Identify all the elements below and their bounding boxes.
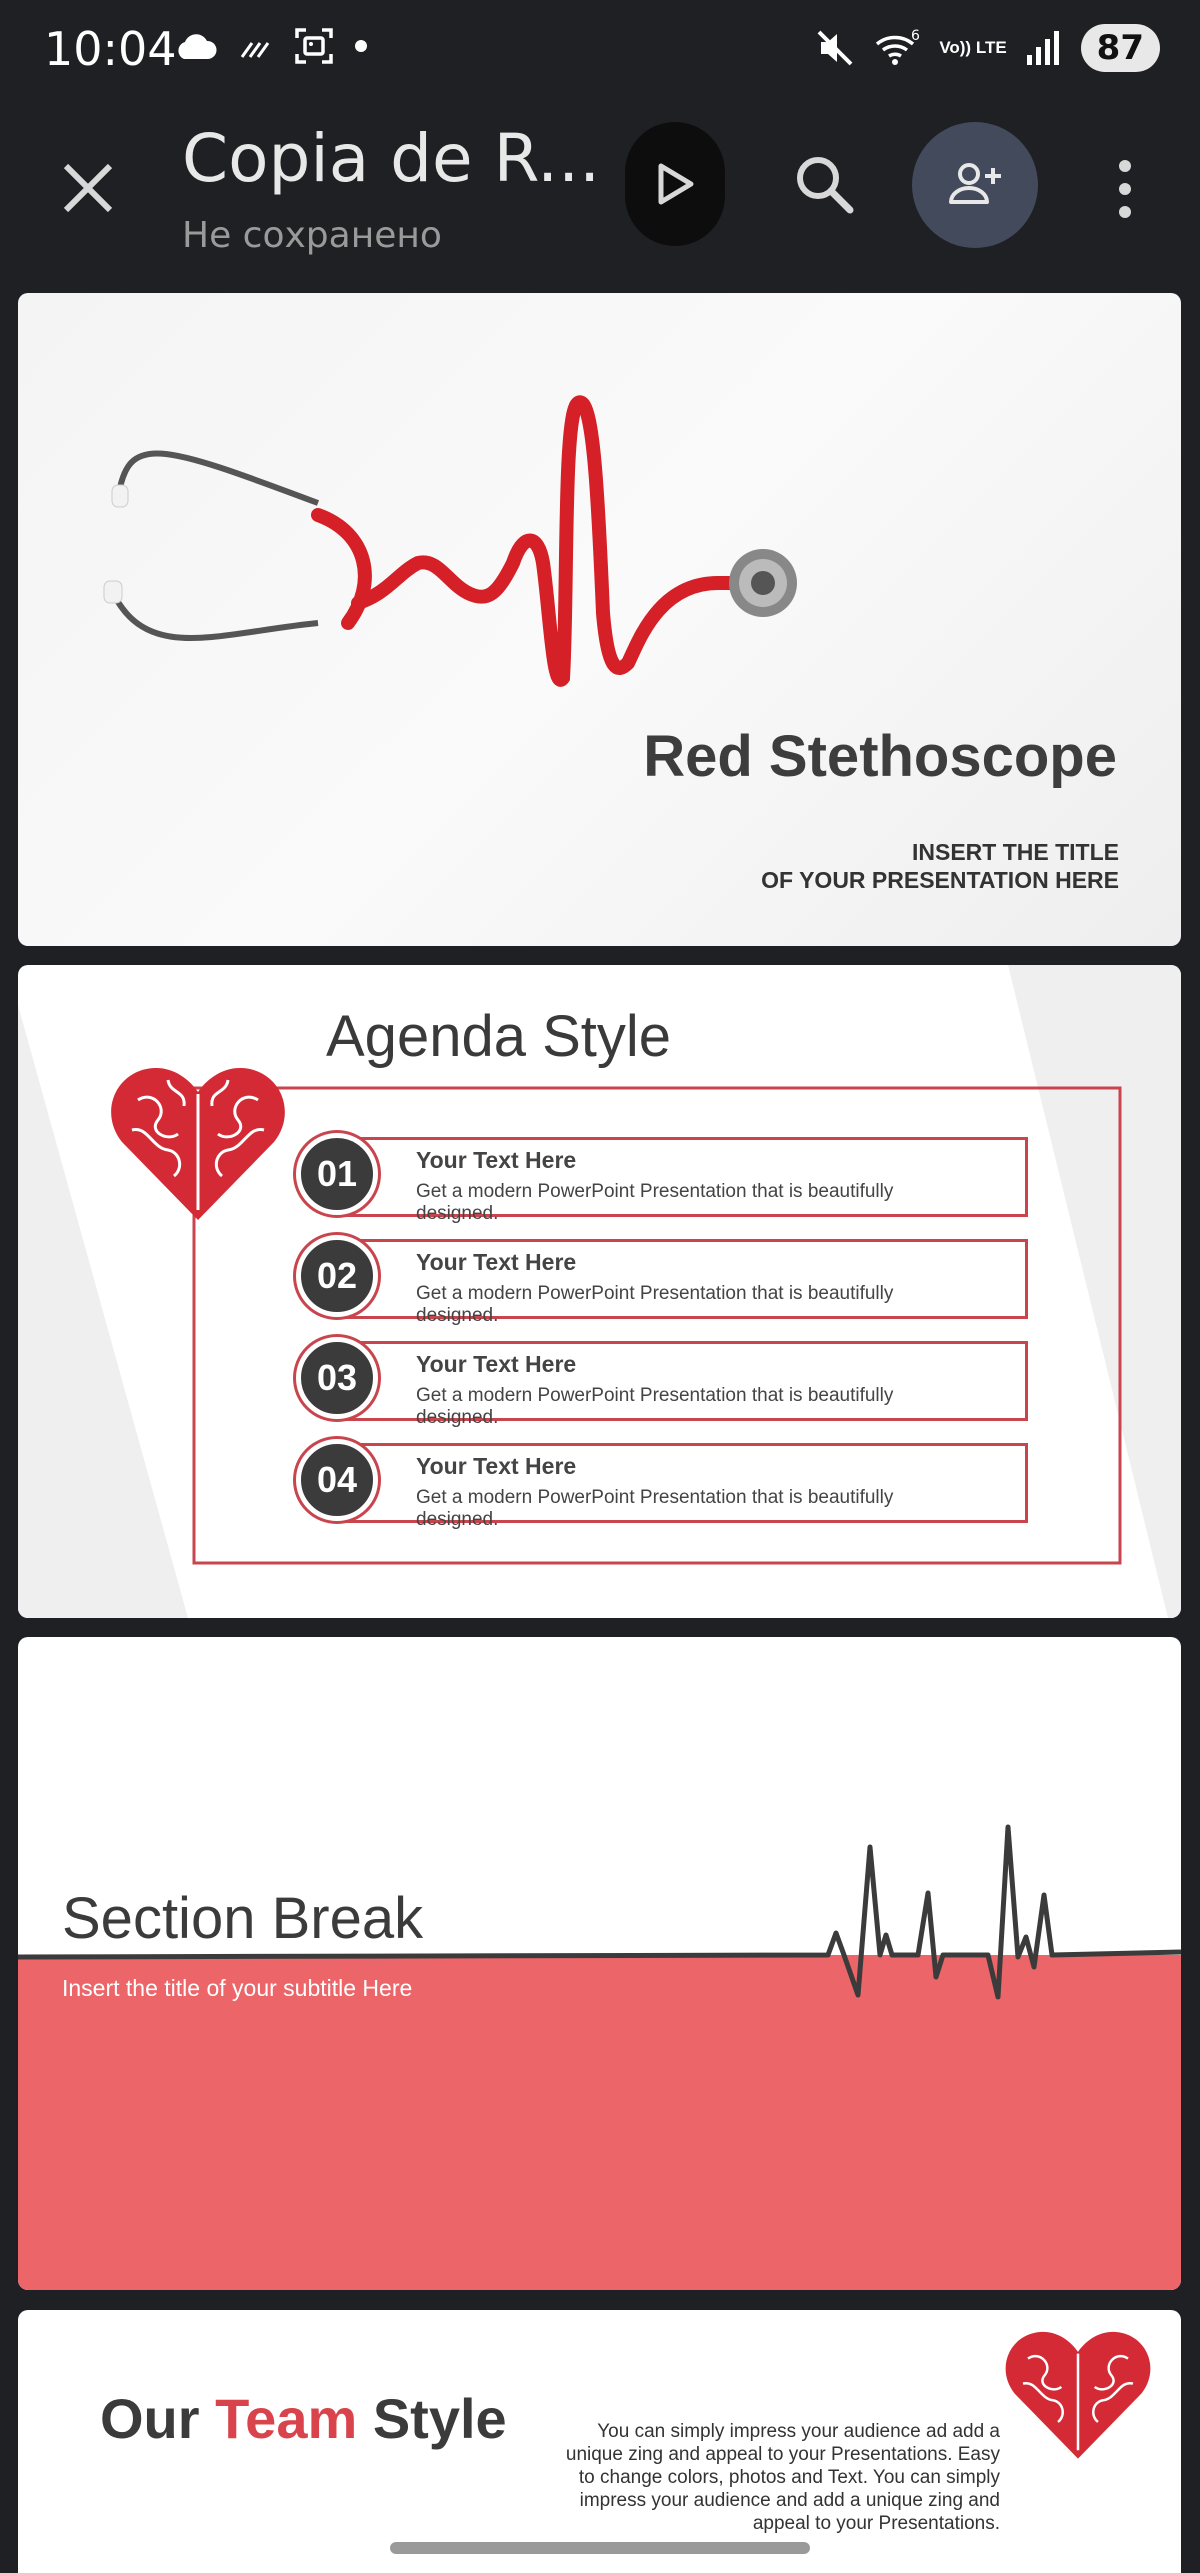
subtitle-line-2: OF YOUR PRESENTATION HERE (761, 867, 1119, 893)
agenda-number: 04 (296, 1439, 378, 1521)
agenda-number: 02 (296, 1235, 378, 1317)
agenda-item (296, 1341, 1026, 1428)
sync-icon (238, 31, 274, 61)
agenda-number: 03 (296, 1337, 378, 1419)
slide-title: Section Break (62, 1886, 424, 1951)
network-type-label: Vo)) LTE (939, 38, 1007, 57)
battery-indicator: 87 (1081, 24, 1160, 72)
present-button[interactable] (625, 122, 725, 246)
app-bar (0, 100, 1200, 290)
slide-body-text: You can simply impress your audience ad add a unique zing and appeal to your Presentations. Easy to change colors, photos and Text. You can simply impress your audience and add a unique zing and appeal to your Presentations. (565, 2421, 1000, 2534)
mute-icon (815, 28, 855, 68)
brain-heart-icon (1003, 2324, 1153, 2464)
close-button[interactable] (56, 156, 120, 220)
svg-text:6: 6 (911, 28, 921, 44)
save-status: Не сохранено (182, 215, 442, 256)
slide-subtitle (761, 838, 1119, 894)
agenda-text: Get a modern PowerPoint Presentation that is beautifully designed. (416, 1487, 894, 1530)
slide-title (100, 2386, 507, 2451)
agenda-text: Get a modern PowerPoint Presentation that is beautifully designed. (416, 1385, 894, 1428)
signal-icon (1025, 29, 1063, 67)
agenda-heading: Your Text Here (416, 1351, 577, 1377)
add-person-icon (945, 160, 1005, 210)
screenshot-icon (294, 26, 334, 66)
agenda-item (296, 1239, 1026, 1326)
more-options-button[interactable] (1100, 156, 1150, 222)
agenda-text: Get a modern PowerPoint Presentation that is beautifully designed. (416, 1181, 894, 1224)
agenda-heading: Your Text Here (416, 1453, 577, 1479)
status-icons-right (815, 24, 1160, 72)
share-button[interactable] (912, 122, 1038, 248)
brain-heart-icon (108, 1060, 288, 1225)
status-bar (0, 0, 1200, 100)
play-icon (653, 160, 697, 208)
title-accent: Team (215, 2387, 358, 2450)
title-part-2: Style (372, 2387, 507, 2450)
subtitle-line-1: INSERT THE TITLE (912, 839, 1119, 865)
agenda-number: 01 (296, 1133, 378, 1215)
slide-thumbnail-2[interactable] (18, 965, 1181, 1618)
dot-icon (354, 39, 368, 53)
slide-subtitle: Insert the title of your subtitle Here (62, 1975, 413, 2001)
close-icon (56, 156, 120, 220)
search-button[interactable] (790, 150, 860, 220)
agenda-text: Get a modern PowerPoint Presentation that is beautifully designed. (416, 1283, 894, 1326)
wifi-icon (873, 28, 921, 68)
agenda-heading: Your Text Here (416, 1147, 577, 1173)
heartbeat-line (18, 1637, 1181, 2290)
more-vert-icon (1100, 156, 1150, 222)
agenda-item (296, 1443, 1026, 1530)
search-icon (790, 150, 860, 220)
slide-thumbnail-1[interactable] (18, 293, 1181, 946)
status-time: 10:04 (44, 22, 177, 76)
home-indicator[interactable] (390, 2542, 810, 2554)
title-part-1: Our (100, 2387, 200, 2450)
agenda-item (296, 1137, 1026, 1224)
document-title[interactable]: Copia de R... (182, 120, 601, 197)
slide-thumbnail-4[interactable] (18, 2310, 1181, 2573)
slide-thumbnail-3[interactable] (18, 1637, 1181, 2290)
agenda-heading: Your Text Here (416, 1249, 577, 1275)
slide-title: Red Stethoscope (643, 724, 1117, 789)
cloud-icon (172, 31, 218, 61)
status-icons-left (172, 26, 368, 66)
slide-title: Agenda Style (326, 1004, 672, 1069)
